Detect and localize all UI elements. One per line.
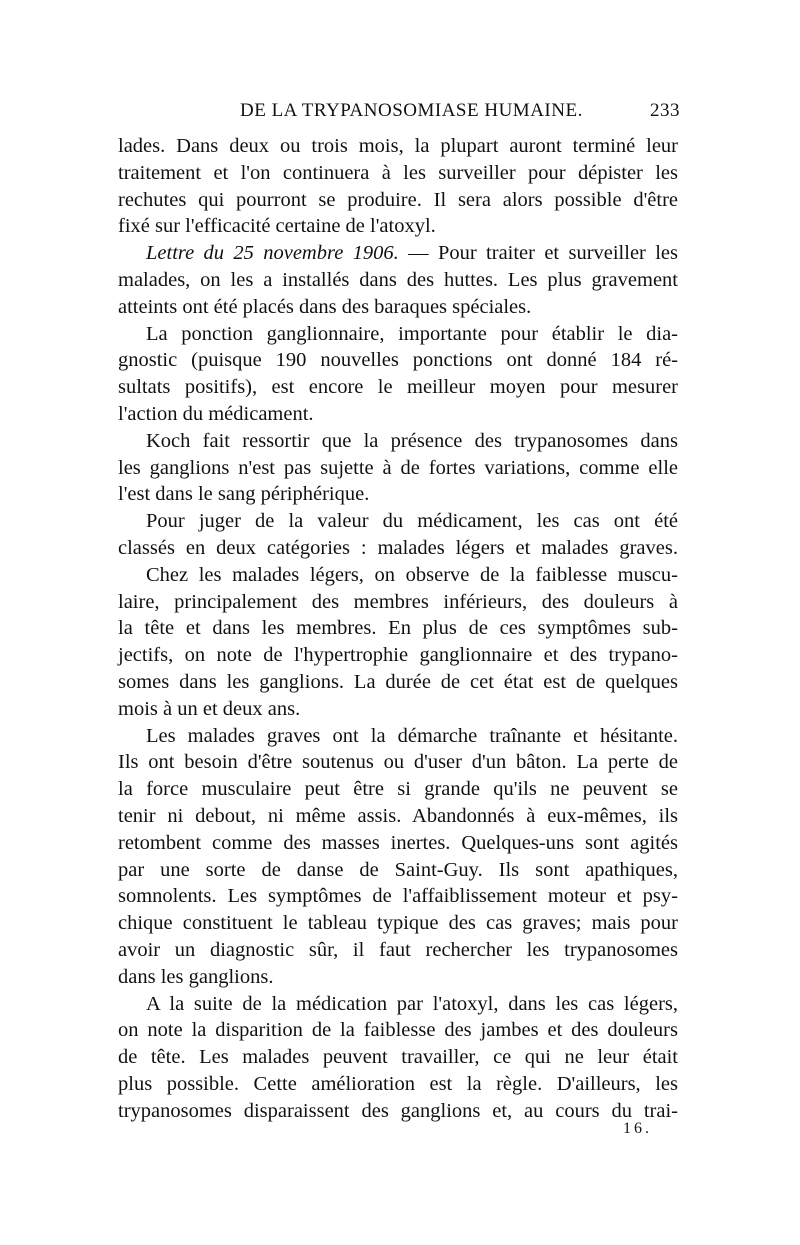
text-line: chique constituent le tableau typique des cas graves; mais pour	[118, 912, 678, 935]
text-line: lades. Dans deux ou trois mois, la plupart auront terminé leur	[118, 135, 678, 157]
signature-mark: 16.	[623, 1120, 652, 1137]
text-line: trypanosomes disparaissent des ganglions et, au cours du trai-	[118, 1099, 678, 1122]
page-header	[120, 100, 680, 130]
text-line: Lettre du 25 novembre 1906. — Pour traiter et surveiller les	[146, 242, 678, 265]
text-line: Koch fait ressortir que la présence des trypanosomes dans	[146, 429, 678, 452]
text-line: laire, principalement des membres inférieurs, des douleurs à	[118, 590, 678, 613]
text-line: rechutes qui pourront se produire. Il sera alors possible d'être	[118, 188, 678, 211]
text-line: la force musculaire peut être si grande qu'ils ne peuvent se	[118, 778, 678, 801]
text-line: dans les ganglions.	[118, 965, 274, 988]
text-line: sultats positifs), est encore le meilleur moyen pour mesurer	[118, 376, 678, 399]
text-line: Chez les malades légers, on observe de la faiblesse muscu-	[146, 563, 678, 586]
text-line: de tête. Les malades peuvent travailler, ce qui ne leur était	[118, 1046, 678, 1069]
text-line: plus possible. Cette amélioration est la règle. D'ailleurs, les	[118, 1072, 678, 1095]
text-line: par une sorte de danse de Saint-Guy. Ils sont apathiques,	[118, 858, 678, 881]
running-head: DE LA TRYPANOSOMIASE HUMAINE.	[240, 100, 583, 121]
text-line: Pour juger de la valeur du médicament, les cas ont été	[146, 510, 678, 533]
text-line: somes dans les ganglions. La durée de cet état est de quelques	[118, 670, 678, 693]
text-line: traitement et l'on continuera à les surveiller pour dépister les	[118, 161, 678, 184]
text-line: jectifs, on note de l'hypertrophie ganglionnaire et des trypano-	[118, 644, 678, 667]
page-number: 233	[650, 100, 680, 121]
text-line: l'est dans le sang périphérique.	[118, 483, 370, 506]
text-line: fixé sur l'efficacité certaine de l'atoxyl.	[118, 215, 436, 238]
text-line: Ils ont besoin d'être soutenus ou d'user d'un bâton. La perte de	[118, 751, 678, 774]
text-line: A la suite de la médication par l'atoxyl, dans les cas légers,	[146, 992, 678, 1015]
text-line: tenir ni debout, ni même assis. Abandonnés à eux-mêmes, ils	[118, 804, 678, 827]
text-line: les ganglions n'est pas sujette à de fortes variations, comme elle	[118, 456, 678, 479]
body-text	[118, 133, 678, 1124]
text-line: l'action du médicament.	[118, 402, 314, 425]
text-line: malades, on les a installés dans des huttes. Les plus gravement	[118, 268, 678, 291]
text-line: classés en deux catégories : malades légers et malades graves.	[118, 536, 678, 559]
text-line: mois à un et deux ans.	[118, 697, 301, 720]
text-line: retombent comme des masses inertes. Quelques-uns sont agités	[118, 831, 678, 854]
text-line: La ponction ganglionnaire, importante pour établir le dia-	[146, 322, 678, 345]
text-line: atteints ont été placés dans des baraques spéciales.	[118, 295, 532, 318]
letter-date: Lettre du 25 novembre 1906.	[146, 242, 399, 265]
text-line: gnostic (puisque 190 nouvelles ponctions ont donné 184 ré-	[118, 349, 678, 372]
text-line: la tête et dans les membres. En plus de ces symptômes sub-	[118, 617, 678, 640]
text-line: Les malades graves ont la démarche traînante et hésitante.	[146, 724, 678, 747]
text-line: somnolents. Les symptômes de l'affaiblissement moteur et psy-	[118, 885, 678, 908]
text-line: on note la disparition de la faiblesse des jambes et des douleurs	[118, 1019, 678, 1042]
text-line: avoir un diagnostic sûr, il faut rechercher les trypanosomes	[118, 938, 678, 961]
